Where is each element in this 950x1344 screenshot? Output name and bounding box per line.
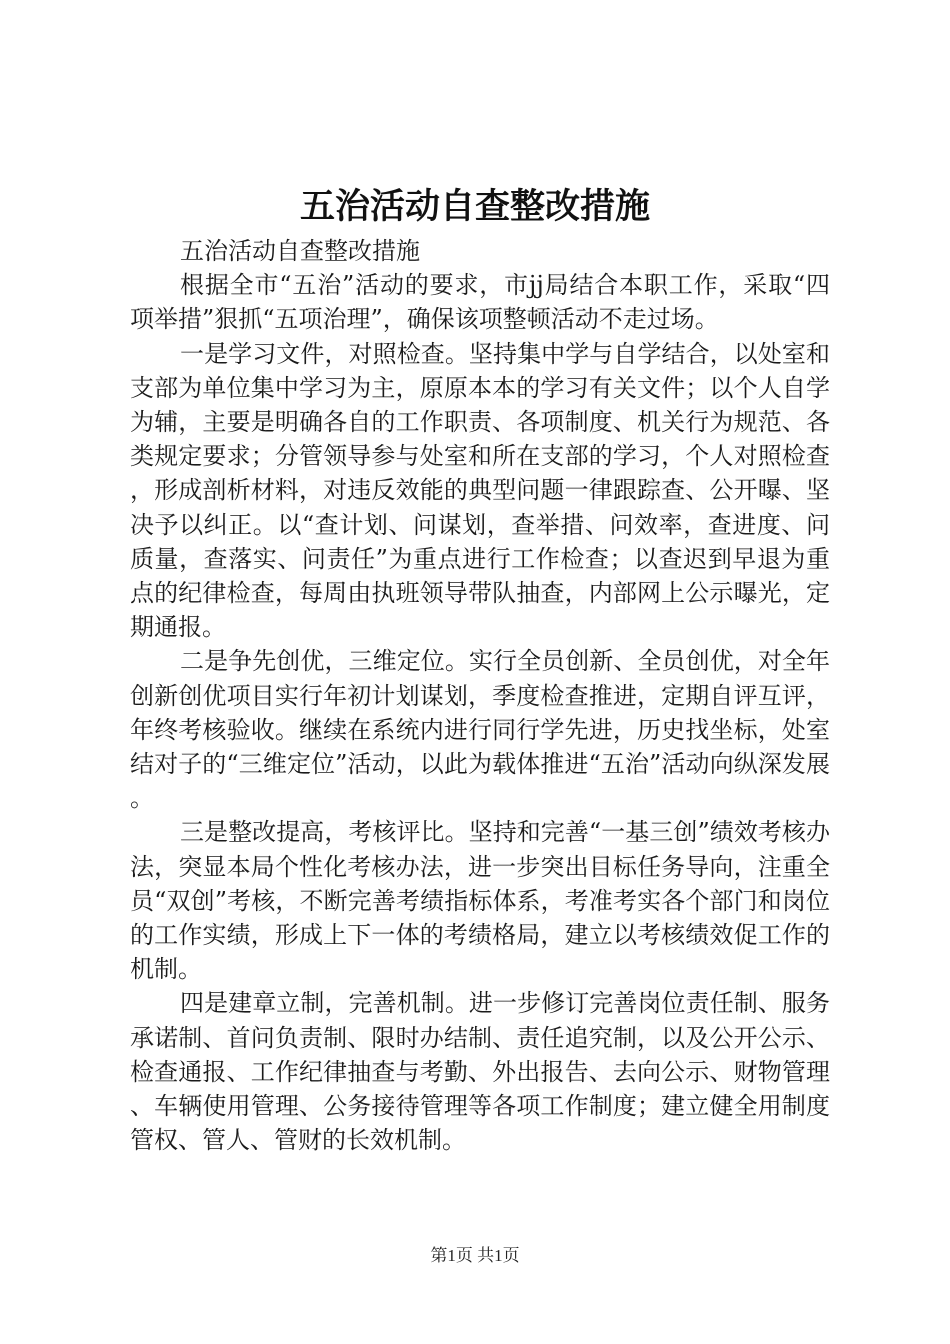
paragraph-measure-2: 二是争先创优，三维定位。实行全员创新、全员创优，对全年创新创优项目实行年初计划谋划，季度检查推进，定期自评互评，年终考核验收。继续在系统内进行同行学先进，历史找坐标，处室结对子的“三维定位”活动，以此为载体推进“五治”活动向纵深发展。 bbox=[130, 647, 830, 813]
page-number-footer: 第1页 共1页 bbox=[430, 1246, 520, 1265]
paragraph-intro: 根据全市“五治”活动的要求，市jj局结合本职工作，采取“四项举措”狠抓“五项治理”，确保该项整顿活动不走过场。 bbox=[130, 271, 830, 334]
paragraph-measure-3: 三是整改提高，考核评比。坚持和完善“一基三创”绩效考核办法，突显本局个性化考核办法，进一步突出目标任务导向，注重全员“双创”考核，不断完善考绩指标体系，考准考实各个部门和岗位的工作实绩，形成上下一体的考绩格局，建立以考核绩效促工作的机制。 bbox=[130, 818, 830, 984]
paragraph-measure-4: 四是建章立制，完善机制。进一步修订完善岗位责任制、服务承诺制、首问负责制、限时办结制、责任追究制，以及公开公示、检查通报、工作纪律抽查与考勤、外出报告、去向公示、财物管理、车辆使用管理、公务接待管理等各项工作制度；建立健全用制度管权、管人、管财的长效机制。 bbox=[130, 989, 830, 1155]
paragraph-subtitle: 五治活动自查整改措施 bbox=[180, 237, 420, 265]
paragraph-measure-1: 一是学习文件，对照检查。坚持集中学与自学结合，以处室和支部为单位集中学习为主，原原本本的学习有关文件；以个人自学为辅，主要是明确各自的工作职责、各项制度、机关行为规范、各类规定要求；分管领导参与处室和所在支部的学习，个人对照检查，形成剖析材料，对违反效能的典型问题一律跟踪查、公开曝、坚决予以纠正。以“查计划、问谋划，查举措、问效率，查进度、问质量，查落实、问责任”为重点进行工作检查；以查迟到早退为重点的纪律检查，每周由执班领导带队抽查，内部网上公示曝光，定期通报。 bbox=[130, 339, 830, 642]
document-title: 五治活动自查整改措施 bbox=[299, 186, 650, 227]
document-body bbox=[130, 234, 830, 1157]
